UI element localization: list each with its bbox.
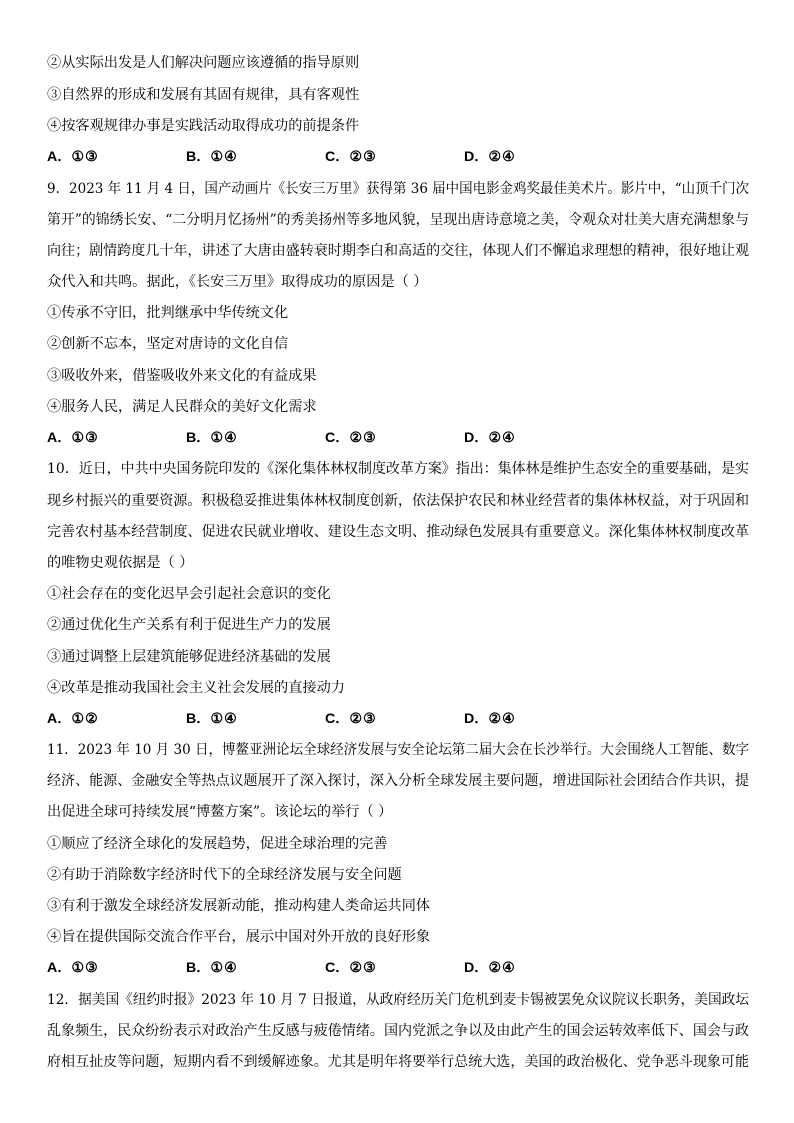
choice-value: ②④ — [488, 149, 516, 165]
q11-choice-d[interactable] — [464, 958, 516, 978]
q11-choice-c[interactable] — [325, 958, 377, 978]
q9-option-4: ④服务人民，满足人民群众的美好文化需求 — [47, 399, 317, 415]
q11-answer-choices — [47, 958, 749, 978]
choice-letter: D． — [464, 711, 489, 727]
q9-choice-a[interactable] — [47, 428, 99, 448]
choice-letter: C． — [325, 149, 350, 165]
choice-letter: B． — [186, 149, 211, 165]
q9-choice-b[interactable] — [186, 428, 238, 448]
choice-letter: A． — [47, 149, 72, 165]
q10-choice-d[interactable] — [464, 709, 516, 729]
q8-choice-b[interactable] — [186, 147, 238, 167]
choice-value: ②④ — [488, 711, 516, 727]
q8-choice-d[interactable] — [464, 147, 516, 167]
q10-choice-a[interactable] — [47, 709, 99, 729]
choice-value: ②③ — [349, 149, 377, 165]
choice-letter: C． — [325, 960, 350, 976]
q9-choice-c[interactable] — [325, 428, 377, 448]
choice-value: ①③ — [71, 960, 99, 976]
choice-value: ②④ — [488, 960, 516, 976]
q9-stem-line-2: 第开”的锦绣长安、“二分明月忆扬州”的秀美扬州等多地风貌，呈现出唐诗意境之美，令观众对壮美大唐充满想象与 — [47, 212, 749, 228]
q8-option-2: ②从实际出发是人们解决问题应该遵循的指导原则 — [47, 55, 360, 71]
choice-value: ①④ — [210, 430, 238, 446]
choice-letter: C． — [325, 711, 350, 727]
choice-letter: A． — [47, 430, 72, 446]
q9-option-2: ②创新不忘本，坚定对唐诗的文化自信 — [47, 336, 289, 352]
q9-choice-d[interactable] — [464, 428, 516, 448]
choice-value: ①③ — [71, 430, 99, 446]
choice-letter: D． — [464, 149, 489, 165]
q10-choice-b[interactable] — [186, 709, 238, 729]
q10-stem-line-3: 完善农村基本经营制度、促进农民就业增收、建设生态文明、推动绿色发展具有重要意义。深化集体林权制度改革 — [47, 524, 749, 540]
q10-stem-line-1: 10．近日，中共中央国务院印发的《深化集体林权制度改革方案》指出：集体林是维护生态安全的重要基础，是实 — [47, 461, 749, 477]
choice-value: ①② — [71, 711, 99, 727]
choice-letter: D． — [464, 430, 489, 446]
q8-option-3: ③自然界的形成和发展有其固有规律，具有客观性 — [47, 87, 360, 103]
choice-letter: B． — [186, 711, 211, 727]
choice-letter: A． — [47, 711, 72, 727]
q12-stem-line-3: 府相互扯皮等问题，短期内看不到缓解迹象。尤其是明年将要举行总统大选，美国的政治极化、党争恶斗现象可能 — [47, 1054, 749, 1070]
choice-value: ②③ — [349, 711, 377, 727]
q10-choice-c[interactable] — [325, 709, 377, 729]
choice-letter: C． — [325, 430, 350, 446]
q11-option-2: ②有助于消除数字经济时代下的全球经济发展与安全问题 — [47, 867, 402, 883]
q11-stem-line-1: 11．2023 年 10 月 30 日，博鳌亚洲论坛全球经济发展与安全论坛第二届大会在长沙举行。大会围绕人工智能、数字 — [47, 742, 749, 758]
choice-value: ①③ — [71, 149, 99, 165]
q11-option-1: ①顺应了经济全球化的发展趋势，促进全球治理的完善 — [47, 836, 388, 852]
q9-stem-line-3: 向往；剧情跨度几十年，讲述了大唐由盛转衰时期李白和高适的交往，体现人们不懈追求理想的精神，很好地让观 — [47, 243, 749, 259]
q8-choice-a[interactable] — [47, 147, 99, 167]
choice-value: ②④ — [488, 430, 516, 446]
q11-option-3: ③有利于激发全球经济发展新动能，推动构建人类命运共同体 — [47, 898, 431, 914]
q8-option-4: ④按客观规律办事是实践活动取得成功的前提条件 — [47, 118, 360, 134]
q12-stem-line-1: 12．据美国《纽约时报》2023 年 10 月 7 日报道，从政府经历关门危机到麦卡锡被罢免众议院议长职务，美国政坛 — [47, 992, 749, 1008]
q11-option-4: ④旨在提供国际交流合作平台，展示中国对外开放的良好形象 — [47, 929, 431, 945]
q9-stem-line-4: 众代入和共鸣。据此，《长安三万里》取得成功的原因是（ ） — [47, 274, 428, 290]
q10-option-1: ①社会存在的变化迟早会引起社会意识的变化 — [47, 586, 331, 602]
choice-letter: D． — [464, 960, 489, 976]
q11-choice-b[interactable] — [186, 958, 238, 978]
q9-option-3: ③吸收外来，借鉴吸收外来文化的有益成果 — [47, 368, 317, 384]
q10-stem-line-4: 的唯物史观依据是（ ） — [47, 555, 194, 571]
q11-stem-line-3: 出促进全球可持续发展“博鳌方案”。该论坛的举行（ ） — [47, 804, 393, 820]
q9-answer-choices — [47, 428, 749, 448]
choice-letter: B． — [186, 430, 211, 446]
q8-answer-choices — [47, 147, 749, 167]
choice-letter: B． — [186, 960, 211, 976]
q11-choice-a[interactable] — [47, 958, 99, 978]
q10-option-3: ③通过调整上层建筑能够促进经济基础的发展 — [47, 649, 331, 665]
q12-stem-line-2: 乱象频生，民众纷纷表示对政治产生反感与疲倦情绪。国内党派之争以及由此产生的国会运转效率低下、国会与政 — [47, 1023, 749, 1039]
choice-value: ①④ — [210, 960, 238, 976]
choice-value: ②③ — [349, 430, 377, 446]
choice-value: ①④ — [210, 149, 238, 165]
choice-value: ②③ — [349, 960, 377, 976]
choice-letter: A． — [47, 960, 72, 976]
q11-stem-line-2: 经济、能源、金融安全等热点议题展开了深入探讨，深入分析全球发展主要问题，增进国际社会团结合作共识，提 — [47, 773, 749, 789]
q8-choice-c[interactable] — [325, 147, 377, 167]
q9-option-1: ①传承不守旧，批判继承中华传统文化 — [47, 305, 289, 321]
q10-answer-choices — [47, 709, 749, 729]
q10-option-2: ②通过优化生产关系有利于促进生产力的发展 — [47, 617, 331, 633]
q10-stem-line-2: 现乡村振兴的重要资源。积极稳妥推进集体林权制度创新，依法保护农民和林业经营者的集体林权益，对于巩固和 — [47, 493, 749, 509]
q9-stem-line-1: 9．2023 年 11 月 4 日，国产动画片《长安三万里》获得第 36 届中国电影金鸡奖最佳美术片。影片中，“山顶千门次 — [47, 181, 749, 197]
choice-value: ①④ — [210, 711, 238, 727]
q10-option-4: ④改革是推动我国社会主义社会发展的直接动力 — [47, 680, 345, 696]
